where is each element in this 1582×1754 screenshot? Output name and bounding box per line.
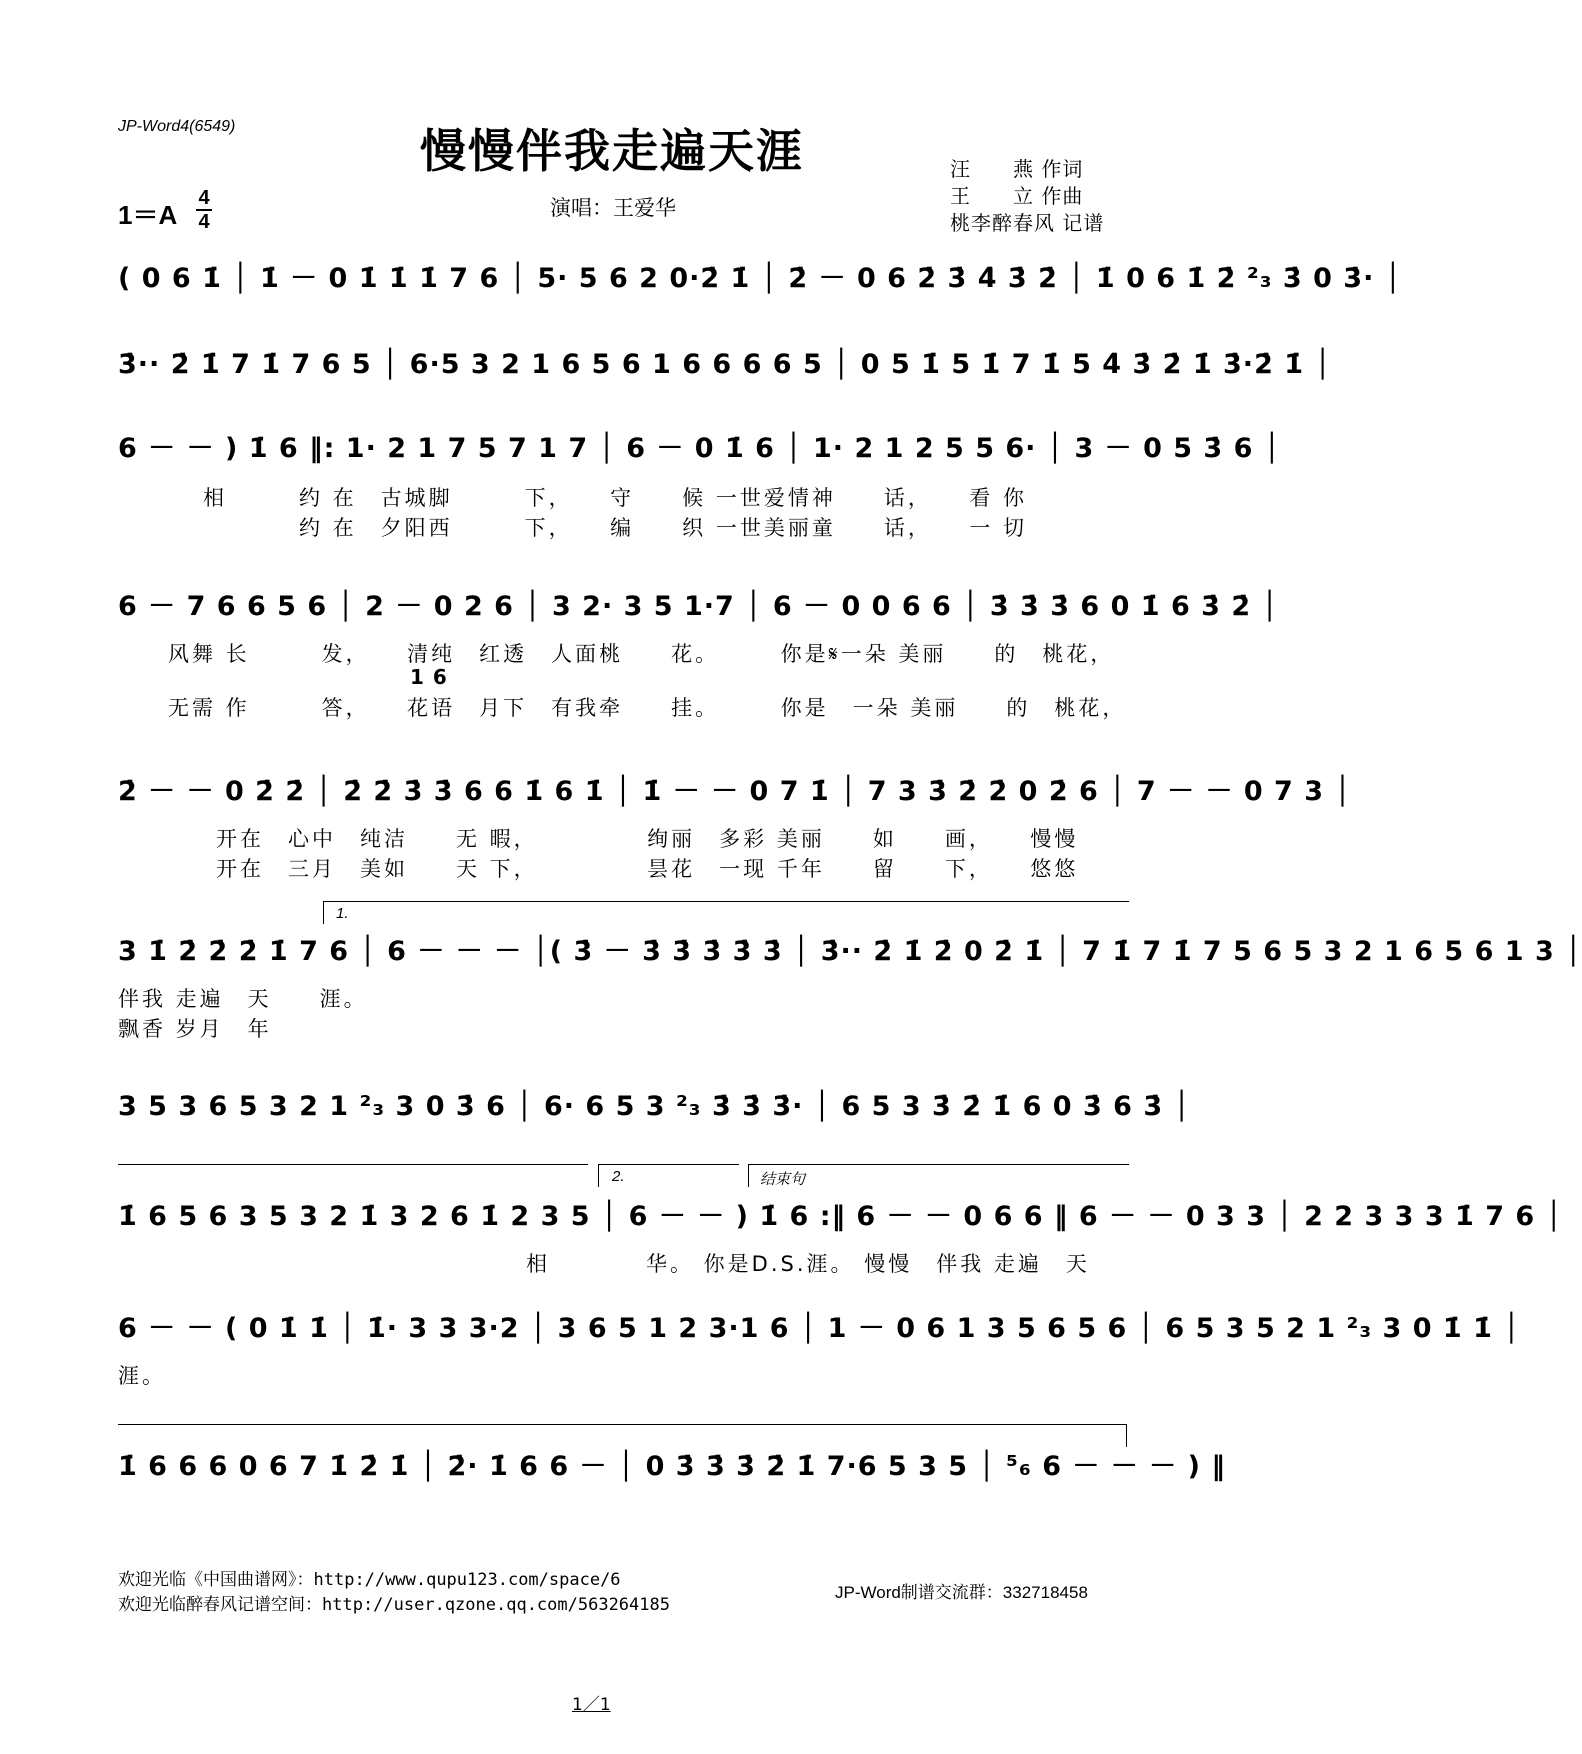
notes-line: 1̇ 6 6 6 0 6 7 1̇ 2̇ 1̇ │ 2̇· 1̇ 6 6 － │ 0 3̇ 3̇ 3̇ 2̇ 1̇ 7·6 5 3 5 │ ⁵₆ 6 － － － ) ‖ [118, 1451, 1226, 1482]
lyric-verse-1: 相 华。 你是D.S.涯。 慢慢 伴我 走遍 天 [118, 1252, 1090, 1276]
score-line-4 [118, 590, 1279, 720]
score-line-9 [118, 1312, 1521, 1388]
notes-line: 3 1̇ 2̇ 2̇ 2̇ 1̇ 7 6 │ 6 － － － │( 3̇ － 3̇ 3̇ 3̇ 3̇ 3̇ │ 3̇·· 2̇ 1̇ 2̇ 0 2̇ 1̇ │ 7 1̇ 7 1̇ 7 5 6 5 3 2 1 6 5 6 1 3 │ [118, 936, 1582, 967]
coda-label: 结束句 [760, 1170, 806, 1188]
lyric-verse-1: 伴我 走遍 天 涯。 [118, 987, 368, 1011]
time-signature [196, 188, 212, 232]
page-number: 1／1 [572, 1695, 611, 1715]
notes-line: 6 － 7 6 6 5 6 │ 2 － 0 2 6 │ 3 2· 3 5 1·7 │ 6 － 0 0 6 6 │ 3̇ 3̇ 3̇ 6 0 1̇ 6 3̇ 2̇ │ [118, 591, 1279, 622]
alternate-notes: 1 6 [410, 665, 448, 689]
first-ending-bracket [323, 901, 1129, 924]
notes-line: ( 0 6 1̇ │ 1̇ － 0 1̇ 1̇ 1̇ 7 6 │ 5· 5 6 2 0·2̇ 1̇ │ 2̇ － 0 6 2̇ 3̇ 4̇ 3̇ 2̇ │ 1̇ 0 6 1̇ 2̇ ²₃ 3̇ 0 3̇· │ [118, 263, 1402, 294]
lyric-verse-2: 开在 三月 美如 天 下， 昙花 一现 千年 留 下， 悠悠 [168, 857, 1079, 881]
score-line-3 [118, 432, 1282, 540]
lyric-verse-2: 飘香 岁月 年 [118, 1017, 272, 1041]
notes-line: 3̇·· 2̇ 1̇ 7 1̇ 7 6 5 │ 6·5 3 2 1 6 5 6 1 6 6 6 6 5 │ 0 5 1̇ 5 1̇ 7 1̇ 5 4̇ 3̇ 2̇ 1̇ 3̇·2̇ 1̇ │ [118, 349, 1332, 380]
lyric-verse-1: 涯。 [118, 1364, 166, 1388]
lyric-verse-2: 无需 作 答， 花语 月下 有我牵 挂。 你是 一朵 美丽 的 桃花， [168, 696, 1127, 720]
score-line-8 [118, 1168, 1563, 1276]
time-signature-bottom: 4 [198, 211, 210, 233]
score-line-6 [118, 905, 1582, 1041]
score-line-2 [118, 348, 1332, 382]
first-ending-label: 1. [336, 905, 349, 922]
score-line-1 [118, 262, 1402, 296]
repeat-bracket [118, 1164, 588, 1187]
time-signature-top: 4 [198, 187, 210, 209]
notes-line: 6 － － ( 0 1̇ 1̇ │ 1̇· 3 3 3·2 │ 3 6 5 1 2 3·1 6 │ 1 － 0 6 1 3 5 6 5 6 │ 6 5 3 5 2 1 ²₃ 3 0 1̇ 1̇ │ [118, 1313, 1521, 1344]
credit-lyricist: 汪 燕 作词 [950, 157, 1084, 181]
performer: 演唱：王爱华 [550, 196, 676, 220]
lyric-verse-1: 开在 心中 纯洁 无 暇， 绚丽 多彩 美丽 如 画， 慢慢 [168, 827, 1079, 851]
notes-line: 6 － － ) 1̇ 6 ‖: 1· 2 1 7 5 7 1 7 │ 6 － 0 1̇ 6 │ 1· 2 1 2 5 5 6· │ 3 － 0 5 3̇ 6 │ [118, 433, 1282, 464]
footer-link-qupu123[interactable]: 欢迎光临《中国曲谱网》：http://www.qupu123.com/space/6 [118, 1570, 621, 1590]
credit-composer: 王 立 作曲 [950, 184, 1084, 208]
lyric-verse-1: 相 约 在 古城脚 下， 守 候 一世爱情神 话， 看 你 [203, 486, 1028, 510]
notes-line: 3 5 3 6 5 3 2 1 ²₃ 3 0 3̇ 6 │ 6· 6 5 3 ²₃ 3̇ 3̇ 3̇· │ 6 5 3 3̇ 2̇ 1̇ 6 0 3̇ 6 3̇ │ [118, 1091, 1191, 1122]
final-line-bracket [118, 1424, 1127, 1447]
software-tag: JP-Word4(6549) [118, 118, 236, 135]
notes-line: 2̇ － － 0 2̇ 2̇ │ 2̇ 2̇ 3̇ 3̇ 6 6 1̇ 6 1̇ │ 1̇ － － 0 7 1̇ │ 7 3 3̇ 2̇ 2̇ 0 2̇ 6 │ 7 － － 0 7 3 │ [118, 776, 1352, 807]
lyric-verse-1: 风舞 长 发， 清纯 红透 人面桃 花。 你是𝄋一朵 美丽 的 桃花， [168, 642, 1115, 666]
coda-bracket [748, 1164, 1129, 1187]
lyric-verse-2: 约 在 夕阳西 下， 编 织 一世美丽童 话， 一 切 [203, 516, 1028, 540]
page-title: 慢慢伴我走遍天涯 [420, 124, 804, 178]
credit-transcriber: 桃李醉春风 记谱 [950, 211, 1105, 235]
score-line-7 [118, 1090, 1191, 1124]
footer-group-info: JP-Word制谱交流群：332718458 [835, 1583, 1088, 1602]
score-line-5 [118, 775, 1352, 881]
footer-link-qzone[interactable]: 欢迎光临醉春风记谱空间：http://user.qzone.qq.com/563264185 [118, 1595, 670, 1615]
score-line-10 [118, 1450, 1226, 1484]
notes-line: 1̇ 6 5 6 3 5 3 2 1̇ 3 2 6 1̇ 2 3 5 │ 6 － － ) 1̇ 6 :‖ 6 － － 0 6 6 ‖ 6 － － 0 3 3 │ 2 2 3 3 3 1̇ 7 6 │ [118, 1201, 1563, 1232]
second-ending-label: 2. [612, 1168, 625, 1185]
key-signature: 1＝A [118, 200, 178, 230]
